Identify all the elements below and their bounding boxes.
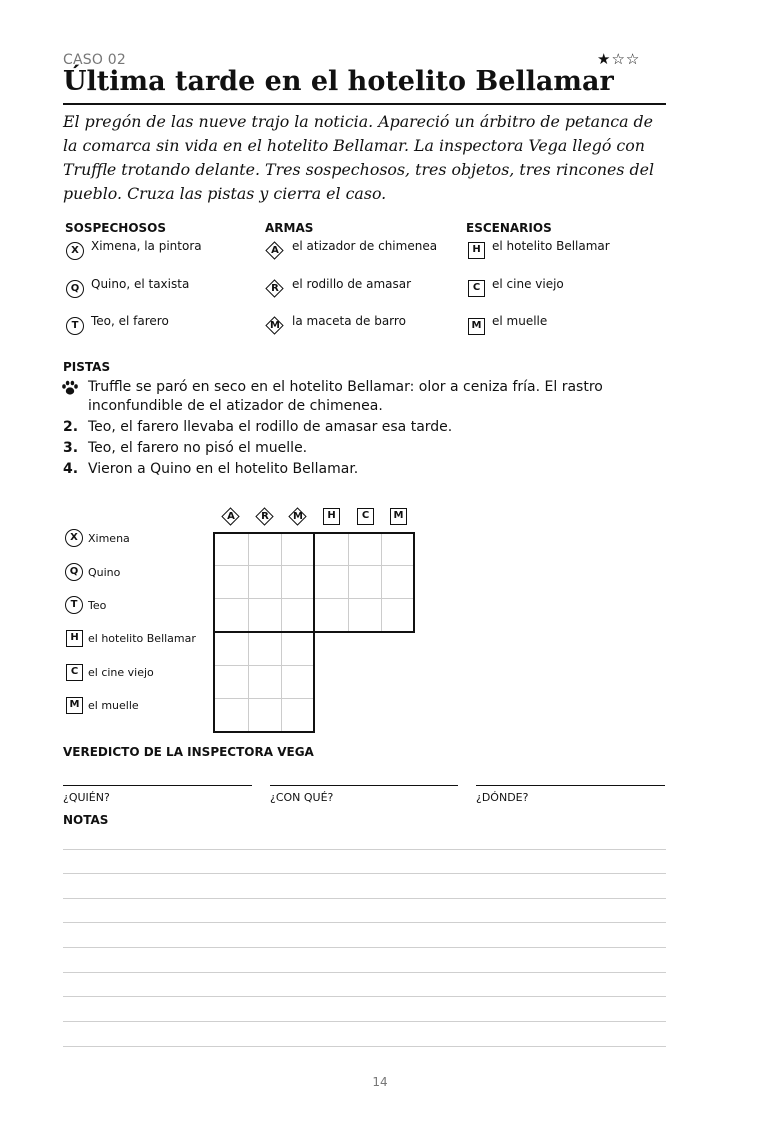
grid-row-suspect-icon: X	[65, 529, 83, 547]
grid-cell[interactable]	[282, 700, 314, 732]
note-line[interactable]	[63, 922, 666, 923]
place-label: el cine viejo	[492, 277, 564, 291]
clue-text: Teo, el farero no pisó el muelle.	[88, 440, 308, 456]
grid-cell[interactable]	[282, 534, 314, 566]
verdict-who-label: ¿QUIÉN?	[63, 791, 110, 804]
verdict-weapon-label: ¿CON QUÉ?	[270, 791, 334, 804]
grid-cell[interactable]	[315, 567, 347, 599]
grid-border	[213, 532, 215, 733]
grid-col-weapon-icon: R	[256, 508, 274, 526]
clue-text: Vieron a Quino en el hotelito Bellamar.	[88, 461, 359, 477]
suspect-mark-icon: T	[66, 317, 84, 335]
grid-cell[interactable]	[215, 666, 247, 698]
grid-inner-line	[214, 665, 314, 666]
grid-col-place-icon: M	[390, 508, 407, 525]
note-line[interactable]	[63, 1046, 666, 1047]
grid-cell[interactable]	[215, 600, 247, 632]
case-label: CASO 02	[63, 52, 126, 68]
clue-number: 3.	[63, 440, 79, 456]
page-title: Última tarde en el hotelito Bellamar	[63, 66, 614, 97]
grid-row-text: Teo	[88, 599, 107, 612]
grid-cell[interactable]	[315, 600, 347, 632]
grid-col-place-icon: H	[323, 508, 340, 525]
grid-row-text: el muelle	[88, 699, 139, 712]
place-label: el hotelito Bellamar	[492, 239, 610, 253]
grid-cell[interactable]	[282, 666, 314, 698]
place-mark-icon: C	[468, 280, 485, 297]
grid-row-place-icon: H	[66, 630, 83, 647]
verdict-place-label: ¿DÓNDE?	[476, 791, 529, 804]
grid-row-place-icon: C	[66, 664, 83, 681]
intro-text: El pregón de las nueve trajo la noticia. Apareció un árbitro de petanca de la comarca sin vida en el hotelito Bellamar. La inspectora Vega llegó con Truffle trotando delante. Tres sospechosos, tres objetos, tres rincones del pueblo. Cruza las pistas y cierra el caso.	[63, 112, 655, 203]
grid-cell[interactable]	[315, 534, 347, 566]
note-line[interactable]	[63, 996, 666, 997]
grid-cell[interactable]	[248, 567, 280, 599]
suspect-label: Quino, el taxista	[91, 277, 190, 291]
grid-cell[interactable]	[215, 534, 247, 566]
grid-inner-line	[381, 532, 382, 632]
note-line[interactable]	[63, 849, 666, 850]
grid-cell[interactable]	[248, 633, 280, 665]
note-line[interactable]	[63, 873, 666, 874]
page-number: 14	[372, 1075, 388, 1089]
grid-inner-line	[348, 532, 349, 632]
notes-heading: NOTAS	[63, 813, 109, 827]
verdict-heading: VEREDICTO DE LA INSPECTORA VEGA	[63, 745, 314, 759]
places-heading: ESCENARIOS	[466, 221, 552, 235]
grid-cell[interactable]	[282, 633, 314, 665]
weapon-label: el atizador de chimenea	[292, 239, 438, 253]
grid-border	[413, 532, 415, 633]
note-line[interactable]	[63, 947, 666, 948]
grid-col-weapon-icon: M	[289, 508, 307, 526]
weapon-mark-icon: R	[266, 280, 284, 298]
grid-cell[interactable]	[215, 700, 247, 732]
weapons-heading: ARMAS	[265, 221, 314, 235]
suspect-mark-icon: X	[66, 242, 84, 260]
grid-row-place-icon: M	[66, 697, 83, 714]
grid-cell[interactable]	[382, 534, 414, 566]
suspects-heading: SOSPECHOSOS	[65, 221, 167, 235]
paw-icon	[61, 380, 79, 396]
suspect-label: Ximena, la pintora	[91, 239, 202, 253]
verdict-weapon-field[interactable]	[270, 785, 458, 786]
grid-cell[interactable]	[282, 600, 314, 632]
grid-row-suspect-icon: T	[65, 596, 83, 614]
grid-border	[313, 532, 315, 733]
grid-col-place-icon: C	[357, 508, 374, 525]
grid-cell[interactable]	[215, 567, 247, 599]
grid-cell[interactable]	[248, 600, 280, 632]
grid-col-weapon-icon: A	[222, 508, 240, 526]
grid-inner-line	[214, 698, 314, 699]
clue-number: 4.	[63, 461, 79, 477]
difficulty-stars: ★☆☆	[597, 50, 641, 68]
grid-cell[interactable]	[348, 567, 380, 599]
weapon-label: la maceta de barro	[292, 314, 406, 328]
title-divider	[63, 103, 666, 105]
clues-heading: PISTAS	[63, 360, 111, 374]
grid-cell[interactable]	[282, 567, 314, 599]
note-line[interactable]	[63, 1021, 666, 1022]
grid-cell[interactable]	[248, 666, 280, 698]
place-label: el muelle	[492, 314, 548, 328]
verdict-who-field[interactable]	[63, 785, 252, 786]
weapon-mark-icon: M	[266, 317, 284, 335]
grid-row-text: Ximena	[88, 532, 130, 545]
grid-row-suspect-icon: Q	[65, 563, 83, 581]
grid-cell[interactable]	[248, 534, 280, 566]
grid-cell[interactable]	[382, 567, 414, 599]
note-line[interactable]	[63, 972, 666, 973]
grid-cell[interactable]	[215, 633, 247, 665]
grid-cell[interactable]	[248, 700, 280, 732]
place-mark-icon: H	[468, 242, 485, 259]
grid-border	[213, 731, 315, 733]
place-mark-icon: M	[468, 318, 485, 335]
grid-cell[interactable]	[348, 534, 380, 566]
grid-row-text: el hotelito Bellamar	[88, 632, 196, 645]
clue-text: Truffle se paró en seco en el hotelito Bellamar: olor a ceniza fría. El rastro inconfundible de el atizador de chimenea.	[88, 379, 603, 414]
grid-cell[interactable]	[348, 600, 380, 632]
grid-row-text: el cine viejo	[88, 666, 154, 679]
weapon-label: el rodillo de amasar	[292, 277, 412, 291]
suspect-label: Teo, el farero	[91, 314, 169, 328]
grid-cell[interactable]	[382, 600, 414, 632]
verdict-place-field[interactable]	[476, 785, 665, 786]
clue-text: Teo, el farero llevaba el rodillo de amasar esa tarde.	[88, 419, 453, 435]
clue-number: 2.	[63, 419, 79, 435]
grid-row-text: Quino	[88, 566, 121, 579]
note-line[interactable]	[63, 898, 666, 899]
suspect-mark-icon: Q	[66, 280, 84, 298]
weapon-mark-icon: A	[266, 242, 284, 260]
